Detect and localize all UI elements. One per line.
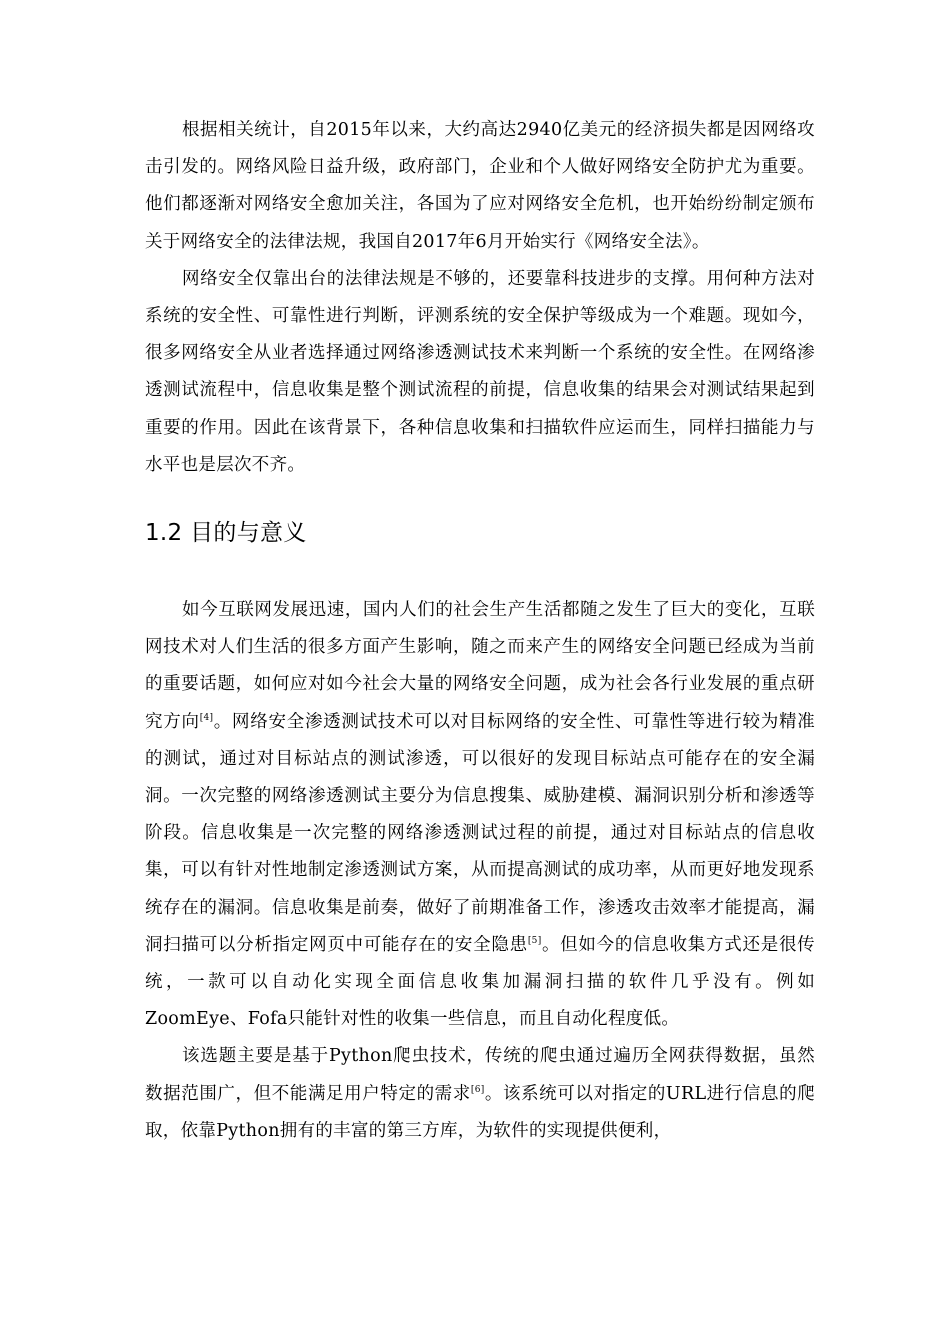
body-paragraph	[145, 592, 815, 1038]
body-paragraph: 根据相关统计，自2015年以来，大约高达2940亿美元的经济损失都是因网络攻击引发的。网络风险日益升级，政府部门，企业和个人做好网络安全防护尤为重要。他们都逐渐对网络安全愈加关注，各国为了应对网络安全危机，也开始纷纷制定颁布关于网络安全的法律法规，我国自2017年6月开始实行《网络安全法》。	[145, 120, 815, 252]
paragraph-text: 该选题主要是基于Python爬虫技术，传统的爬虫通过遍历全网获得数据，虽然数据范围广，但不能满足用户特定的需求	[145, 1046, 815, 1104]
paragraph-text: 。网络安全渗透测试技术可以对目标网络的安全性、可靠性等进行较为精准的测试，通过对目标站点的测试渗透，可以很好的发现目标站点可能存在的安全漏洞。一次完整的网络渗透测试主要分为信息搜集、威胁建模、漏洞识别分析和渗透等阶段。信息收集是一次完整的网络渗透测试过程的前提，通过对目标站点的信息收集，可以有针对性地制定渗透测试方案，从而提高测试的成功率，从而更好地发现系统存在的漏洞。信息收集是前奏，做好了前期准备工作，渗透攻击效率才能提高，漏洞扫描可以分析指定网页中可能存在的安全隐患	[145, 711, 815, 955]
citation-reference: [6]	[470, 1084, 485, 1095]
citation-reference: [4]	[199, 712, 214, 723]
paragraph-text: 如今互联网发展迅速，国内人们的社会生产生活都随之发生了巨大的变化，互联网技术对人们生活的很多方面产生影响，随之而来产生的网络安全问题已经成为当前的重要话题，如何应对如今社会大量的网络安全问题，成为社会各行业发展的重点研究方向	[145, 600, 815, 732]
paragraph-text: 。但如今的信息收集方式还是很传统，一款可以自动化实现全面信息收集加漏洞扫描的软件几乎没有。例如ZoomEye、Fofa只能针对性的收集一些信息，而且自动化程度低。	[145, 934, 815, 1030]
body-paragraph: 网络安全仅靠出台的法律法规是不够的，还要靠科技进步的支撑。用何种方法对系统的安全性、可靠性进行判断，评测系统的安全保护等级成为一个难题。现如今，很多网络安全从业者选择通过网络渗透测试技术来判断一个系统的安全性。在网络渗透测试流程中，信息收集是整个测试流程的前提，信息收集的结果会对测试结果起到重要的作用。因此在该背景下，各种信息收集和扫描软件应运而生，同样扫描能力与水平也是层次不齐。	[145, 268, 815, 475]
document-page	[145, 112, 815, 1150]
body-paragraph	[145, 1038, 815, 1150]
section-number: 1.2	[145, 520, 183, 547]
paragraph-text: 。该系统可以对指定的URL进行信息的爬取，依靠Python拥有的丰富的第三方库，为软件的实现提供便利，	[145, 1083, 815, 1141]
section-title: 目的与意义	[190, 520, 307, 547]
citation-reference: [5]	[527, 935, 542, 946]
section-heading	[145, 518, 815, 548]
